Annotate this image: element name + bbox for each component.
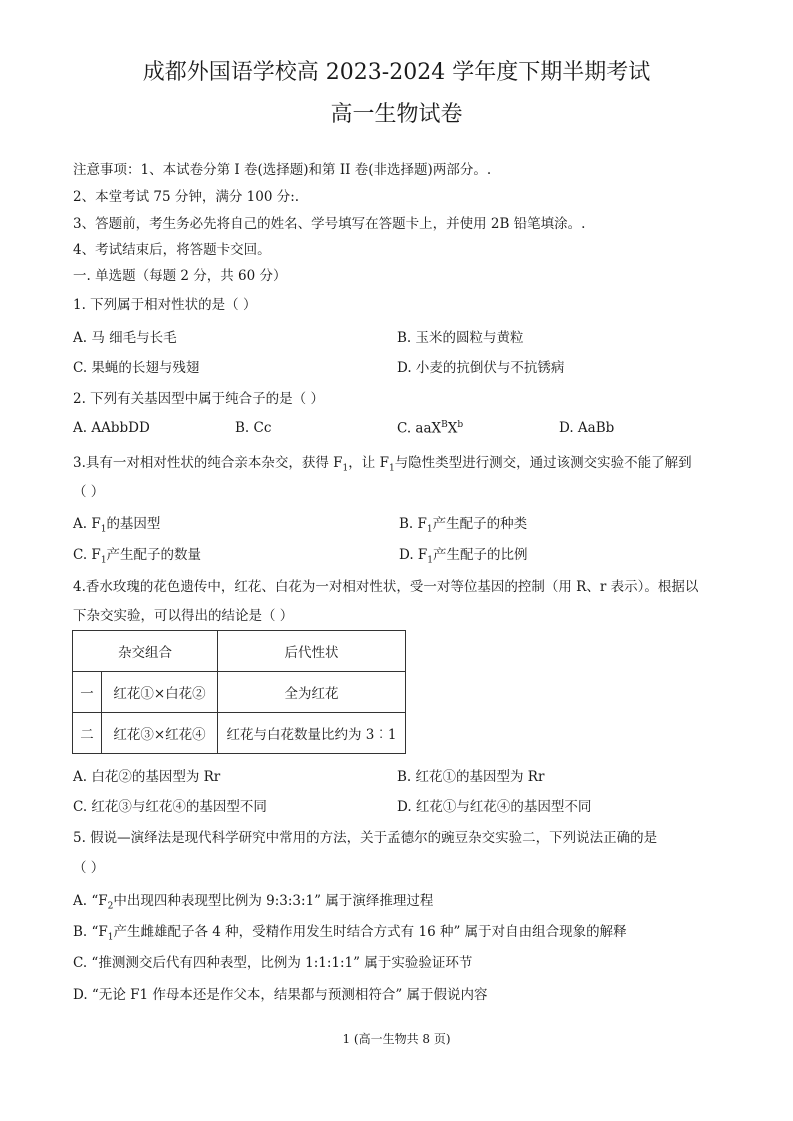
q3-option-b: B. $F_1$产生配子的种类: [399, 516, 528, 535]
q4-option-c: C. 红花③与红花④的基因型不同: [73, 799, 267, 815]
cross-cell: 红花③×红花④: [102, 713, 218, 754]
q5-option-c: C. “推测测交后代有四种表型，比例为 1:1:1:1” 属于实验验证环节: [73, 955, 473, 971]
q1-option-c: C. 果蝇的长翅与残翅: [73, 360, 200, 376]
result-cell: 全为红花: [218, 672, 406, 713]
section-title: 一. 单选题（每题 2 分，共 60 分）: [73, 268, 287, 284]
q3-stem-line-2: （ ）: [73, 484, 105, 500]
q4-stem-line-2: 下杂交实验，可以得出的结论是（ ）: [73, 608, 294, 624]
exam-subtitle: 高一生物试卷: [330, 102, 463, 127]
header-result: 后代性状: [218, 631, 406, 672]
table-header-row: [73, 631, 406, 672]
q3-option-d: D. $F_1$产生配子的比例: [399, 547, 528, 566]
q1-option-b: B. 玉米的圆粒与黄粒: [397, 330, 524, 346]
q4-option-d: D. 红花①与红花④的基因型不同: [397, 799, 592, 815]
q3-option-a: A. $F_1$的基因型: [73, 516, 161, 535]
notes-line-2: 2、本堂考试 75 分钟，满分 100 分:.: [73, 189, 300, 205]
header-cross: 杂交组合: [73, 631, 218, 672]
q5-option-a: A. “$F_2$中出现四种表现型比例为 9:3:3:1” 属于演绎推理过程: [73, 893, 434, 912]
notes-line-3: 3、答题前，考生务必先将自己的姓名、学号填写在答题卡上，并使用 2B 铅笔填涂。.: [73, 216, 586, 232]
q2-option-a: A. AAbbDD: [73, 420, 150, 436]
q3-option-c: C. $F_1$产生配子的数量: [73, 547, 202, 566]
q2-option-d: D. AaBb: [559, 420, 615, 436]
q5-stem-line-2: （ ）: [73, 860, 105, 876]
q5-stem-line-1: 5. 假说—演绎法是现代科学研究中常用的方法，关于孟德尔的豌豆杂交实验二，下列说法正确的是: [73, 830, 658, 846]
notes-line-1: 注意事项：1、本试卷分第 I 卷(选择题)和第 II 卷(非选择题)两部分。.: [73, 162, 492, 178]
q5-option-b: B. “$F_1$产生雌雄配子各 4 种，受精作用发生时结合方式有 16 种” 属于对自由组合现象的解释: [73, 924, 627, 943]
q1-option-d: D. 小麦的抗倒伏与不抗锈病: [397, 360, 565, 376]
q4-stem-line-1: 4.香水玫瑰的花色遗传中，红花、白花为一对相对性状，受一对等位基因的控制（用 R、r 表示）。根据以: [73, 579, 699, 595]
q2-option-b: B. Cc: [235, 420, 272, 436]
exam-title: 成都外国语学校高 2023-2024 学年度下期半期考试: [142, 60, 651, 85]
row-number: 二: [73, 713, 102, 754]
row-number: 一: [73, 672, 102, 713]
result-cell: 红花与白花数量比约为 3︰1: [218, 713, 406, 754]
q2-stem: 2. 下列有关基因型中属于纯合子的是（ ）: [73, 391, 324, 407]
q3-stem-line-1: 3.具有一对相对性状的纯合亲本杂交，获得 $F_1$，让 $F_1$与隐性类型进行测交，通过该测交实验不能了解到: [73, 455, 692, 474]
q5-option-d: D. “无论 F1 作母本还是作父本，结果都与预测相符合” 属于假说内容: [73, 987, 488, 1003]
cross-cell: 红花①×白花②: [102, 672, 218, 713]
table-row: [73, 713, 406, 754]
table-row: [73, 672, 406, 713]
q4-option-b: B. 红花①的基因型为 Rr: [397, 769, 545, 785]
q1-option-a: A. 马 细毛与长毛: [73, 330, 177, 346]
q4-option-a: A. 白花②的基因型为 Rr: [73, 769, 221, 785]
q1-stem: 1. 下列属于相对性状的是（ ）: [73, 297, 257, 313]
q2-option-c: C. $aaX^BX^b$: [397, 420, 464, 437]
page-footer: 1 (高一生物共 8 页): [342, 1032, 451, 1046]
cross-table: [72, 630, 406, 754]
notes-line-4: 4、考试结束后，将答题卡交回。: [73, 242, 271, 258]
